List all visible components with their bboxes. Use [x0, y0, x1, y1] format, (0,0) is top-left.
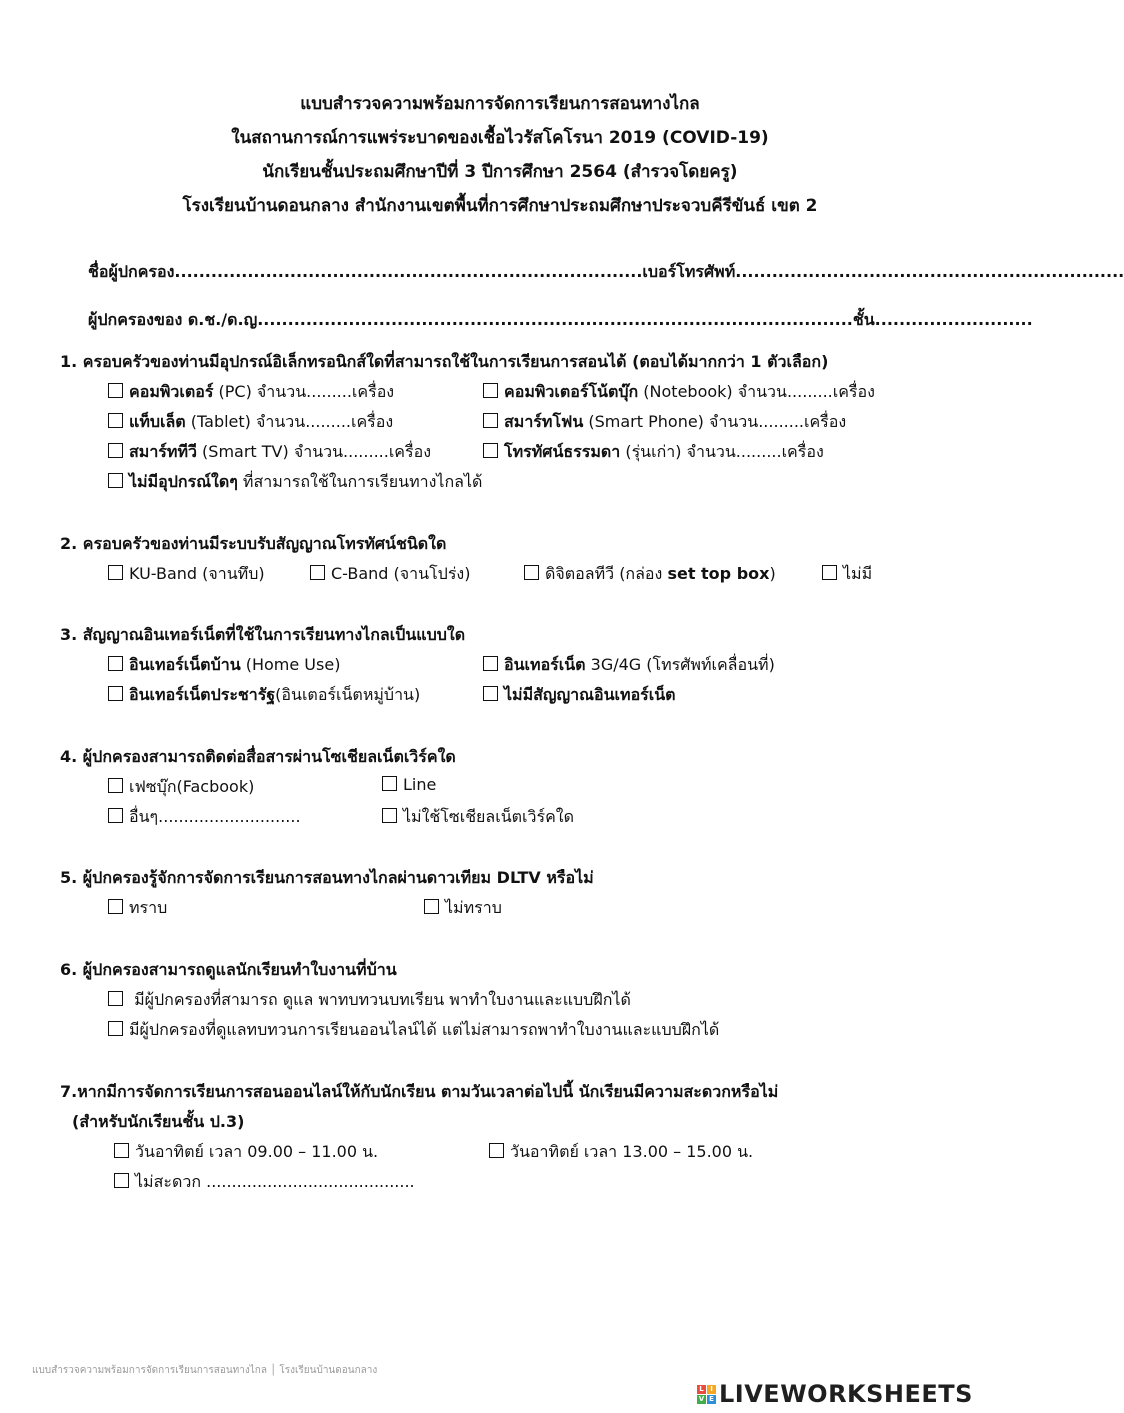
option-public-internet[interactable]: อินเทอร์เน็ตประชารัฐ(อินเตอร์เน็ตหมู่บ้าน): [108, 683, 420, 708]
option-not-know[interactable]: ไม่ทราบ: [424, 896, 502, 921]
option-know[interactable]: ทราบ: [108, 896, 167, 921]
checkbox[interactable]: [483, 383, 498, 398]
checkbox[interactable]: [108, 413, 123, 428]
logo-tile-e: E: [707, 1395, 716, 1404]
checkbox[interactable]: [483, 656, 498, 671]
option-home-internet[interactable]: อินเทอร์เน็ตบ้าน (Home Use): [108, 653, 340, 678]
checkbox[interactable]: [524, 565, 539, 580]
checkbox[interactable]: [108, 899, 123, 914]
title-line-2: ในสถานการณ์การแพร่ระบาดของเชื้อไวรัสโคโรนา 2019 (COVID-19): [231, 128, 769, 148]
option-parent-online-only[interactable]: มีผู้ปกครองที่ดูแลทบทวนการเรียนออนไลน์ได้ แต่ไม่สามารถพาทำใบงานและแบบฝึกได้: [108, 1018, 719, 1043]
checkbox[interactable]: [108, 1021, 123, 1036]
checkbox[interactable]: [382, 776, 397, 791]
title-line-4: โรงเรียนบ้านดอนกลาง สำนักงานเขตพื้นที่การศึกษาประถมศึกษาประจวบคีรีขันธ์ เขต 2: [182, 196, 818, 216]
checkbox[interactable]: [114, 1173, 129, 1188]
option-parent-can-help[interactable]: มีผู้ปกครองที่สามารถ ดูแล พาทบทวนบทเรียน พาทำใบงานและแบบฝึกได้: [108, 988, 631, 1013]
page-footer: แบบสำรวจความพร้อมการจัดการเรียนการสอนทางไกล │ โรงเรียนบ้านดอนกลาง: [32, 1365, 378, 1376]
option-ku-band[interactable]: KU-Band (จานทึบ): [108, 562, 265, 587]
parent-name-field[interactable]: ชื่อผู้ปกครอง.............................................................................เบอร์โทรศัพท์................................................................: [88, 262, 1124, 281]
question-3: 3. สัญญาณอินเทอร์เน็ตที่ใช้ในการเรียนทางไกลเป็นแบบใด: [60, 625, 466, 644]
logo-tile-l: L: [697, 1385, 706, 1394]
checkbox[interactable]: [108, 778, 123, 793]
option-not-convenient[interactable]: ไม่สะดวก .........................................: [114, 1170, 415, 1195]
checkbox[interactable]: [108, 991, 123, 1006]
option-no-internet[interactable]: ไม่มีสัญญาณอินเทอร์เน็ต: [483, 683, 676, 708]
logo-tile-i: I: [707, 1385, 716, 1394]
checkbox[interactable]: [108, 808, 123, 823]
checkbox[interactable]: [822, 565, 837, 580]
option-digital-tv[interactable]: ดิจิตอลทีวี (กล่อง set top box): [524, 562, 776, 587]
question-2: 2. ครอบครัวของท่านมีระบบรับสัญญาณโทรทัศน์ชนิดใด: [60, 534, 447, 553]
logo-icon: [697, 1385, 716, 1404]
checkbox[interactable]: [483, 413, 498, 428]
option-mobile-internet[interactable]: อินเทอร์เน็ต 3G/4G (โทรศัพท์เคลื่อนที่): [483, 653, 775, 678]
checkbox[interactable]: [483, 443, 498, 458]
checkbox[interactable]: [108, 473, 123, 488]
option-tablet[interactable]: แท็บเล็ต (Tablet) จำนวน.........เครื่อง: [108, 410, 393, 435]
student-name-field[interactable]: ผู้ปกครองของ ด.ช./ด.ญ..................................................................................................ชั้น..........................: [88, 310, 1033, 329]
title-line-3: นักเรียนชั้นประถมศึกษาปีที่ 3 ปีการศึกษา 2564 (สำรวจโดยครู): [262, 162, 738, 182]
option-other-social[interactable]: อื่นๆ............................: [108, 805, 301, 830]
question-7-subtitle: (สำหรับนักเรียนชั้น ป.3): [72, 1112, 245, 1131]
question-6: 6. ผู้ปกครองสามารถดูแลนักเรียนทำใบงานที่บ้าน: [60, 960, 397, 979]
liveworksheets-logo[interactable]: [697, 1380, 973, 1408]
checkbox[interactable]: [483, 686, 498, 701]
option-sunday-morning[interactable]: วันอาทิตย์ เวลา 09.00 – 11.00 น.: [114, 1140, 378, 1165]
checkbox[interactable]: [108, 383, 123, 398]
option-c-band[interactable]: C-Band (จานโปร่ง): [310, 562, 470, 587]
option-no-device[interactable]: ไม่มีอุปกรณ์ใดๆ ที่สามารถใช้ในการเรียนทางไกลได้: [108, 470, 482, 495]
checkbox[interactable]: [424, 899, 439, 914]
option-sunday-afternoon[interactable]: วันอาทิตย์ เวลา 13.00 – 15.00 น.: [489, 1140, 753, 1165]
question-4: 4. ผู้ปกครองสามารถติดต่อสื่อสารผ่านโซเชียลเน็ตเวิร์คใด: [60, 747, 456, 766]
checkbox[interactable]: [310, 565, 325, 580]
checkbox[interactable]: [108, 565, 123, 580]
checkbox[interactable]: [382, 808, 397, 823]
checkbox[interactable]: [489, 1143, 504, 1158]
logo-text: LIVEWORKSHEETS: [719, 1380, 973, 1408]
option-facebook[interactable]: เฟซบุ๊ก(Facbook): [108, 775, 254, 800]
question-1: 1. ครอบครัวของท่านมีอุปกรณ์อิเล็กทรอนิกส์ใดที่สามารถใช้ในการเรียนการสอนได้ (ตอบได้มากกว่า 1 ตัวเลือก): [60, 352, 829, 371]
option-smartphone[interactable]: สมาร์ทโฟน (Smart Phone) จำนวน.........เครื่อง: [483, 410, 846, 435]
option-computer[interactable]: คอมพิวเตอร์ (PC) จำนวน.........เครื่อง: [108, 380, 394, 405]
question-5: 5. ผู้ปกครองรู้จักการจัดการเรียนการสอนทางไกลผ่านดาวเทียม DLTV หรือไม่: [60, 868, 594, 887]
option-no-social[interactable]: ไม่ใช้โซเชียลเน็ตเวิร์คใด: [382, 805, 574, 830]
title-line-1: แบบสำรวจความพร้อมการจัดการเรียนการสอนทางไกล: [300, 94, 700, 114]
question-7: 7.หากมีการจัดการเรียนการสอนออนไลน์ให้กับนักเรียน ตามวันเวลาต่อไปนี้ นักเรียนมีความสะดวกหรือไม่: [60, 1082, 779, 1101]
checkbox[interactable]: [108, 443, 123, 458]
checkbox[interactable]: [108, 656, 123, 671]
option-line[interactable]: Line: [382, 775, 436, 794]
option-notebook[interactable]: คอมพิวเตอร์โน้ตบุ๊ก (Notebook) จำนวน.........เครื่อง: [483, 380, 875, 405]
checkbox[interactable]: [108, 686, 123, 701]
checkbox[interactable]: [114, 1143, 129, 1158]
option-regular-tv[interactable]: โทรทัศน์ธรรมดา (รุ่นเก่า) จำนวน.........เครื่อง: [483, 440, 824, 465]
option-no-tv[interactable]: ไม่มี: [822, 562, 872, 587]
logo-tile-v: V: [698, 1394, 705, 1403]
option-smart-tv[interactable]: สมาร์ททีวี (Smart TV) จำนวน.........เครื่อง: [108, 440, 431, 465]
